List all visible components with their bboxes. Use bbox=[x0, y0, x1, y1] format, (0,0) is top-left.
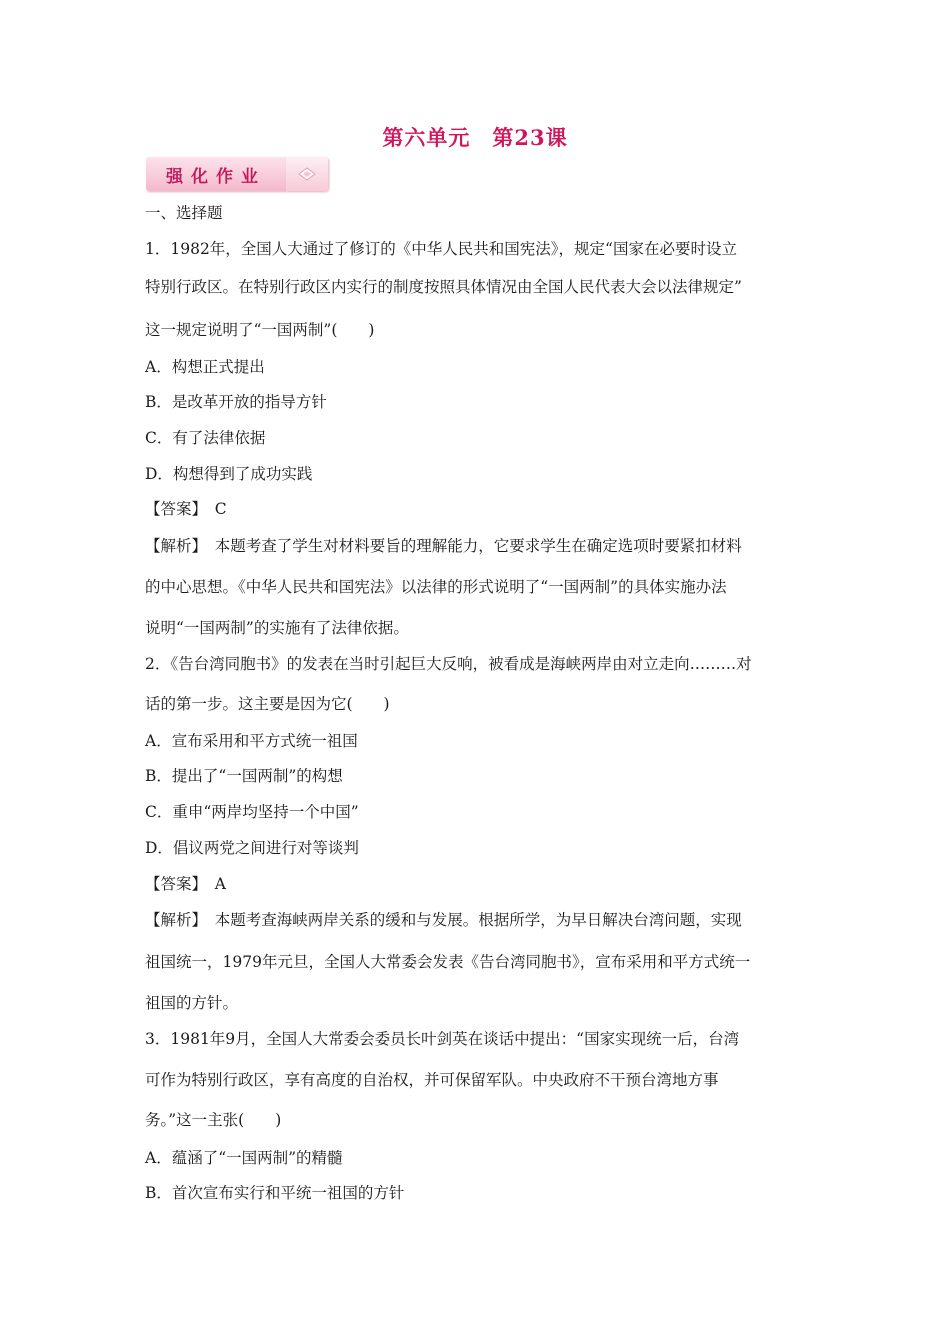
q3-stem-line-1: 3．1981年9月，全国人大常委会委员长叶剑英在谈话中提出：“国家实现统一后，台湾 bbox=[145, 1030, 740, 1048]
banner-tip bbox=[286, 157, 328, 191]
q2-analysis-line-3: 祖国的方针。 bbox=[145, 994, 239, 1012]
section-heading: 一、选择题 bbox=[145, 204, 223, 222]
q1-option-d: D．构想得到了成功实践 bbox=[145, 465, 313, 483]
banner-body bbox=[146, 157, 286, 191]
q3-stem-line-2: 可作为特别行政区，享有高度的自治权，并可保留军队。中央政府不干预台湾地方事 bbox=[145, 1071, 719, 1089]
q2-stem-line-1: 2．《告台湾同胞书》的发表在当时引起巨大反响，被看成是海峡两岸由对立走向………对 bbox=[145, 655, 752, 673]
q1-option-a: A．构想正式提出 bbox=[145, 358, 265, 376]
homework-banner bbox=[146, 157, 328, 191]
q1-option-b: B．是改革开放的指导方针 bbox=[145, 393, 327, 411]
q2-answer: 【答案】 A bbox=[145, 875, 226, 893]
q3-option-a: A．蕴涵了“一国两制”的精髓 bbox=[145, 1149, 343, 1167]
q1-stem-line-2: 特别行政区。在特别行政区内实行的制度按照具体情况由全国人民代表大会以法律规定” bbox=[145, 278, 742, 296]
diamond-arrow-icon bbox=[298, 166, 316, 182]
q1-stem-line-1: 1．1982年，全国人大通过了修订的《中华人民共和国宪法》，规定“国家在必要时设立 bbox=[145, 240, 737, 258]
q1-analysis-line-2: 的中心思想。《中华人民共和国宪法》以法律的形式说明了“一国两制”的具体实施办法 bbox=[145, 578, 727, 596]
page-title: 第六单元 第23课 bbox=[382, 125, 568, 150]
q3-option-b: B．首次宣布实行和平统一祖国的方针 bbox=[145, 1184, 405, 1202]
q2-analysis-line-2: 祖国统一，1979年元旦，全国人大常委会发表《告台湾同胞书》，宣布采用和平方式统一 bbox=[145, 953, 751, 971]
q2-option-c: C．重申“两岸均坚持一个中国” bbox=[145, 803, 359, 821]
q1-analysis-line-3: 说明“一国两制”的实施有了法律依据。 bbox=[145, 619, 409, 637]
q2-option-a: A．宣布采用和平方式统一祖国 bbox=[145, 732, 358, 750]
q2-analysis-line-1: 【解析】 本题考查海峡两岸关系的缓和与发展。根据所学，为早日解决台湾问题，实现 bbox=[145, 911, 742, 929]
q3-stem-line-3: 务。”这一主张( ) bbox=[145, 1111, 282, 1129]
q1-answer: 【答案】 C bbox=[145, 500, 227, 518]
q1-stem-line-3: 这一规定说明了“一国两制”( ) bbox=[145, 321, 375, 339]
q2-stem-line-2: 话的第一步。这主要是因为它( ) bbox=[145, 695, 390, 713]
banner-label: 强化作业 bbox=[166, 167, 266, 187]
q2-option-b: B．提出了“一国两制”的构想 bbox=[145, 767, 343, 785]
q1-analysis-line-1: 【解析】 本题考查了学生对材料要旨的理解能力，它要求学生在确定选项时要紧扣材料 bbox=[145, 537, 742, 555]
q1-option-c: C．有了法律依据 bbox=[145, 429, 266, 447]
q2-option-d: D．倡议两党之间进行对等谈判 bbox=[145, 839, 359, 857]
